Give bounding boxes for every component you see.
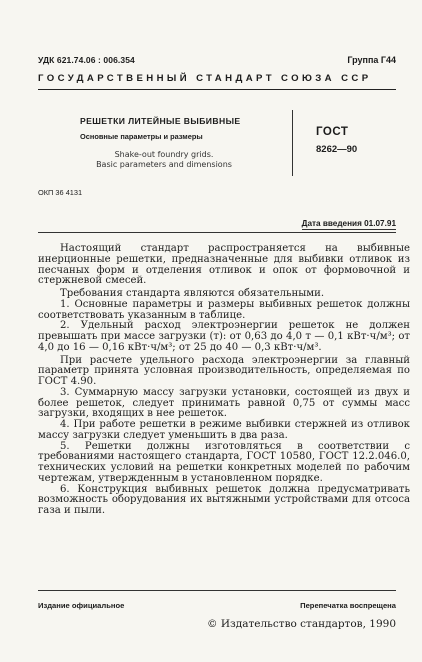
header-rule xyxy=(38,89,396,90)
paragraph-item-5: 5. Решетки должны изготовляться в соответствии с требованиями настоящего стандарта, ГОСТ 10580, ГОСТ 12.2.046.0, технических условий на решетки конкретных моделей по рабочим чертежам, утвержденным в установленном порядке. xyxy=(38,440,410,484)
state-standard-heading: ГОСУДАРСТВЕННЫЙ СТАНДАРТ СОЮЗА ССР xyxy=(38,73,372,84)
english-title-line-1: Shake-out foundry grids. xyxy=(114,150,214,159)
official-edition-note: Издание официальное xyxy=(38,601,125,610)
english-title-line-2: Basic parameters and dimensions xyxy=(96,160,232,169)
paragraph-scope: Настоящий стандарт распространяется на выбивные инерционные решетки, предназначенные для выбивки отливок из песчаных форм и отделения отливок и опок от формовочной и стержневой смесей. xyxy=(38,243,410,287)
document-body xyxy=(38,244,410,517)
footer-rule xyxy=(38,590,396,591)
paragraph-item-2: 2. Удельный расход электроэнергии решеток не должен превышать при массе загрузки (т): от 0,63 до 4,0 т — 0,1 кВт·ч/м³; от 4,0 до 16 — 0,16 кВт·ч/м³; от 25 до 40 — 0,3 кВт·ч/м³. xyxy=(38,320,410,353)
english-title xyxy=(94,150,234,170)
paragraph-item-6: 6. Конструкция выбивных решеток должна предусматривать возможность оборудования их вытяжными устройствами для отсоса газа и пыли. xyxy=(38,483,410,516)
gost-label: ГОСТ xyxy=(316,126,349,138)
intro-date: Дата введения 01.07.91 xyxy=(301,219,396,228)
paragraph-item-2-note: При расчете удельного расхода электроэнергии за главный параметр принята условная производительность, определяемая по ГОСТ 4.90. xyxy=(38,354,410,387)
udk-code: УДК 621.74.06 : 006.354 xyxy=(38,55,135,65)
publisher-copyright: © Издательство стандартов, 1990 xyxy=(207,618,396,630)
paragraph-item-1: 1. Основные параметры и размеры выбивных решеток должны соответствовать указанным в таблице. xyxy=(38,298,410,321)
paragraph-item-3: 3. Суммарную массу загрузки установки, состоящей из двух и более решеток, следует принимать равной 0,75 от суммы масс загрузки, входящих в нее решеток. xyxy=(38,386,410,420)
gost-number: 8262—90 xyxy=(316,144,358,155)
reprint-prohibited-note: Перепечатка воспрещена xyxy=(300,601,396,610)
paragraph-item-4: 4. При работе решетки в режиме выбивки стержней из отливок массу загрузки следует уменьшить в два раза. xyxy=(38,419,410,441)
paragraph-mandatory: Требования стандарта являются обязательными. xyxy=(60,288,325,299)
gost-designation xyxy=(316,126,357,155)
okp-code: ОКП 36 4131 xyxy=(38,188,83,197)
group-code: Группа Г44 xyxy=(347,55,396,65)
title-divider xyxy=(292,110,293,176)
header-row xyxy=(38,55,396,69)
document-subtitle: Основные параметры и размеры xyxy=(80,132,203,141)
section-rule xyxy=(38,232,396,233)
document-title: РЕШЕТКИ ЛИТЕЙНЫЕ ВЫБИВНЫЕ xyxy=(80,116,241,126)
